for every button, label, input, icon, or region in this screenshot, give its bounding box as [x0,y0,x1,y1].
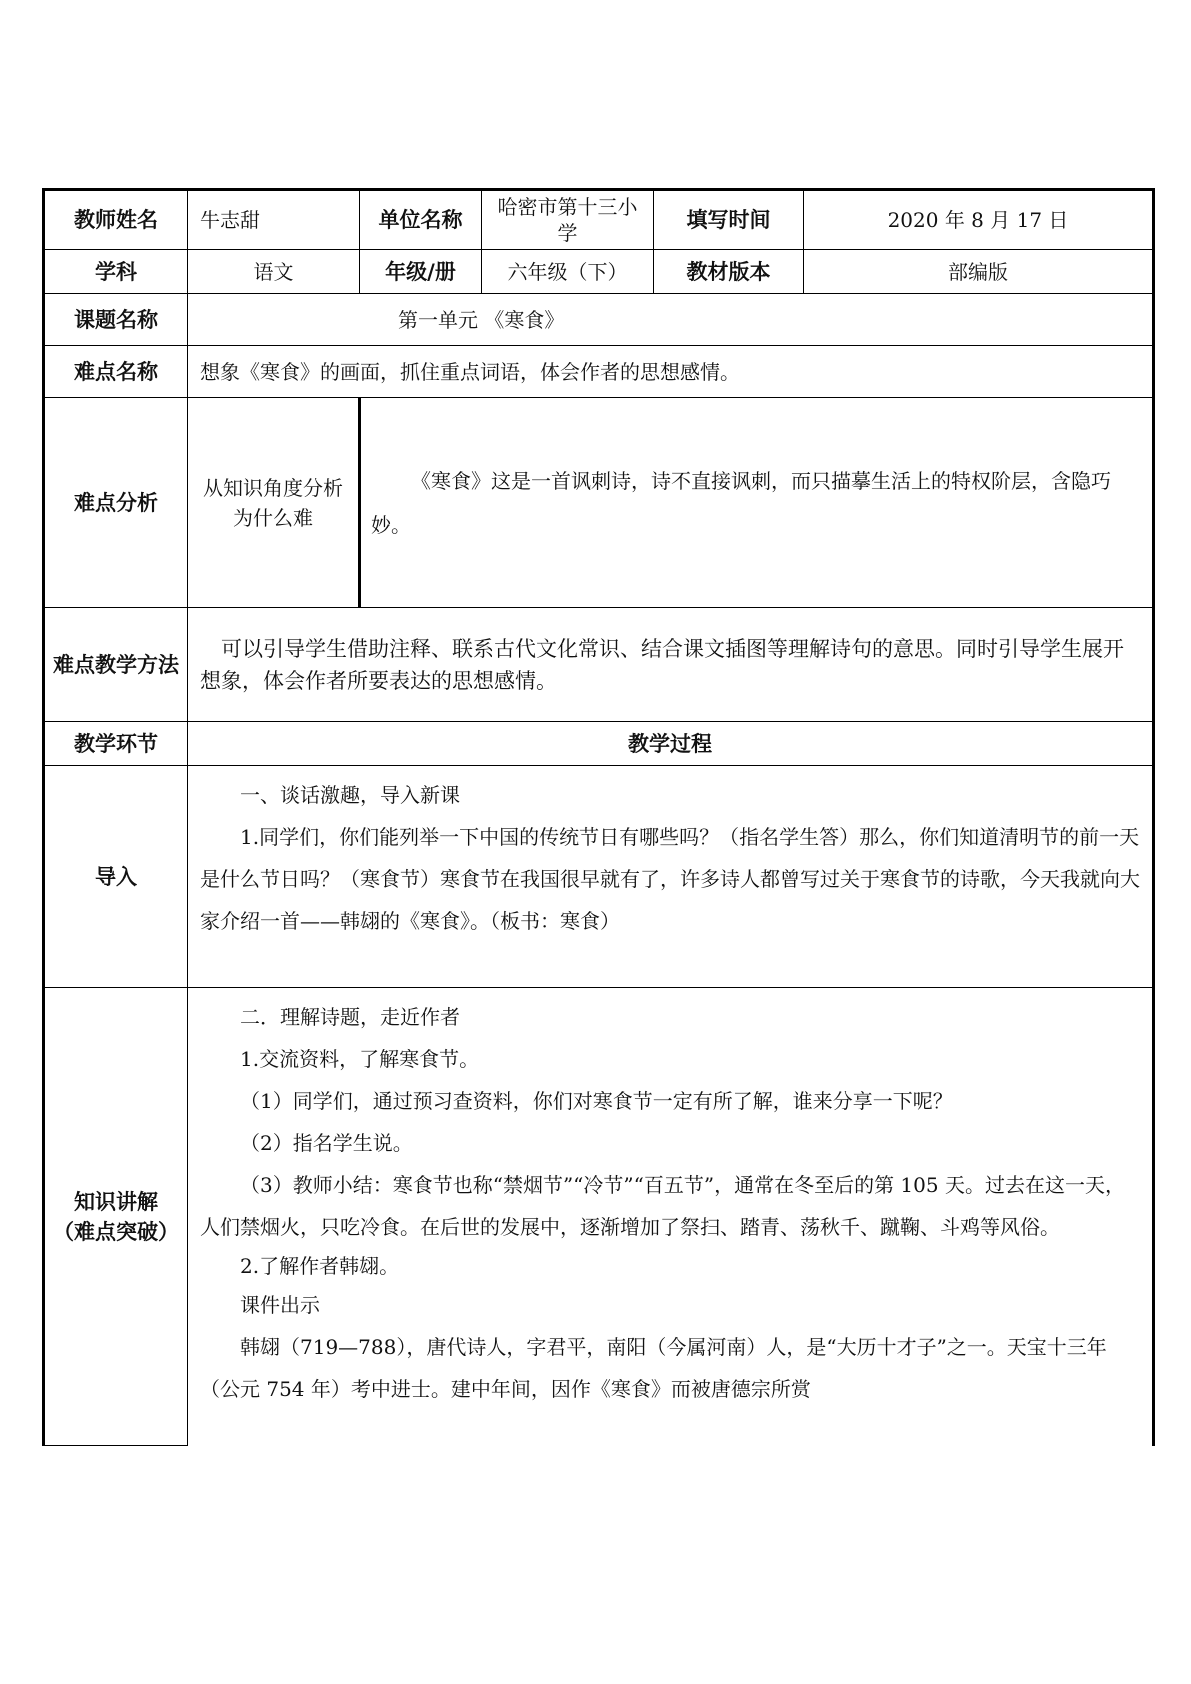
analysis-label: 难点分析 [44,398,188,608]
difficulty-label: 难点名称 [44,346,188,398]
knowledge-label [44,988,188,1446]
knowledge-line: （2）指名学生说。 [240,1131,413,1155]
analysis-value [360,398,1154,608]
topic-label: 课题名称 [44,294,188,346]
subject-value: 语文 [188,250,360,294]
date-value: 2020 年 8 月 17 日 [804,190,1154,250]
teacher-label: 教师姓名 [44,190,188,250]
unit-label: 单位名称 [360,190,482,250]
knowledge-content [188,988,1154,1446]
process-header-value: 教学过程 [188,722,1154,766]
teacher-value: 牛志甜 [188,190,360,250]
knowledge-line: 1.交流资料，了解寒食节。 [240,1047,480,1071]
topic-value: 第一单元 《寒食》 [188,294,1154,346]
grade-value: 六年级（下） [482,250,654,294]
subject-label: 学科 [44,250,188,294]
edition-label: 教材版本 [654,250,804,294]
method-value [188,608,1154,722]
date-label: 填写时间 [654,190,804,250]
knowledge-line: 课件出示 [240,1293,320,1317]
intro-label: 导入 [44,766,188,988]
lesson-plan-table [42,188,1155,1446]
knowledge-line: 二．理解诗题，走近作者 [240,1005,460,1029]
intro-line: 1.同学们，你们能列举一下中国的传统节日有哪些吗？（指名学生答）那么，你们知道清明节的前一天是什么节日吗？（寒食节）寒食节在我国很早就有了，许多诗人都曾写过关于寒食节的诗歌，今天我就向大家介绍一首——韩翃的《寒食》。（板书：寒食） [200,825,1140,933]
knowledge-line: （1）同学们，通过预习查资料，你们对寒食节一定有所了解，谁来分享一下呢？ [240,1089,953,1113]
method-label: 难点教学方法 [44,608,188,722]
analysis-sub-label: 从知识角度分析为什么难 [188,398,360,608]
knowledge-label-line1: 知识讲解 [74,1189,158,1214]
difficulty-value: 想象《寒食》的画面，抓住重点词语，体会作者的思想感情。 [188,346,1154,398]
grade-label: 年级/册 [360,250,482,294]
process-header-label: 教学环节 [44,722,188,766]
knowledge-line: （3）教师小结：寒食节也称“禁烟节”“冷节”“百五节”，通常在冬至后的第 105 天。过去在这一天，人们禁烟火，只吃冷食。在后世的发展中，逐渐增加了祭扫、踏青、荡秋千、蹴鞠、斗鸡等风俗。 [200,1173,1125,1239]
unit-value: 哈密市第十三小学 [482,190,654,250]
intro-line: 一、谈话激趣，导入新课 [240,783,460,807]
analysis-text: 《寒食》这是一首讽刺诗，诗不直接讽刺，而只描摹生活上的特权阶层，含隐巧妙。 [371,468,1111,537]
knowledge-line: 韩翃（719—788），唐代诗人，字君平，南阳（今属河南）人，是“大历十才子”之一。天宝十三年（公元 754 年）考中进士。建中年间，因作《寒食》而被唐德宗所赏 [200,1335,1107,1401]
method-text: 可以引导学生借助注释、联系古代文化常识、结合课文插图等理解诗句的意思。同时引导学生展开想象，体会作者所要表达的思想感情。 [200,636,1124,693]
knowledge-line: 2.了解作者韩翃。 [240,1254,400,1278]
intro-content [188,766,1154,988]
knowledge-label-line2: （难点突破） [53,1219,179,1244]
edition-value: 部编版 [804,250,1154,294]
